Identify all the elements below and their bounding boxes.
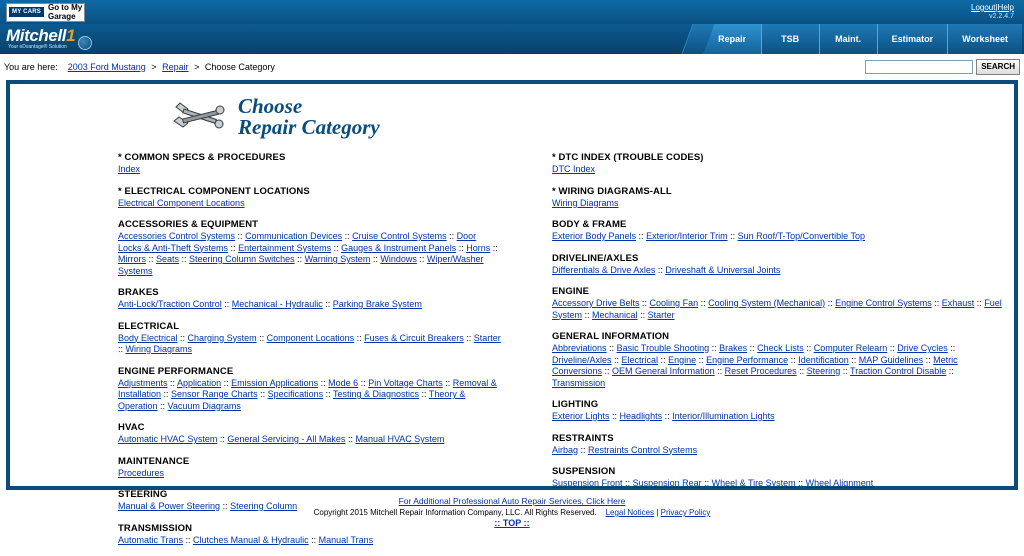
- brand-name-suffix: 1: [66, 25, 76, 45]
- category-link[interactable]: Mechanical: [592, 309, 638, 320]
- brand-badge-icon: [78, 36, 92, 50]
- category-group: [552, 331, 1004, 389]
- link-separator: ::: [727, 231, 738, 241]
- my-garage-label-line1: Go to My: [47, 3, 83, 12]
- category-group-heading: GENERAL INFORMATION: [552, 331, 670, 342]
- link-separator: ::: [622, 478, 633, 488]
- link-separator: ::: [221, 299, 232, 309]
- link-separator: ::: [974, 298, 985, 308]
- link-separator: ::: [931, 298, 942, 308]
- footer-separator: |: [656, 508, 659, 517]
- link-separator: ::: [456, 242, 467, 253]
- category-link[interactable]: Steering Column Switches: [189, 254, 295, 264]
- link-separator: ::: [923, 354, 934, 365]
- main-tabs: [687, 24, 1022, 54]
- category-link[interactable]: Cooling System (Mechanical): [708, 298, 826, 308]
- category-group-heading: ELECTRICAL: [118, 320, 180, 332]
- category-group-heading: BODY & FRAME: [552, 219, 627, 230]
- category-link[interactable]: Anti-Lock/Traction Control: [118, 299, 222, 309]
- category-group-heading: ENGINE PERFORMANCE: [118, 365, 234, 377]
- my-garage-label-line2: Garage: [47, 12, 76, 21]
- category-link[interactable]: Parking Brake System: [332, 299, 422, 309]
- category-link[interactable]: Drive Cycles: [897, 343, 948, 353]
- link-separator: ::: [183, 534, 194, 545]
- link-separator: ::: [442, 377, 453, 388]
- category-link[interactable]: Accessory Drive Belts: [552, 298, 640, 308]
- category-link[interactable]: Application: [177, 377, 222, 388]
- category-link[interactable]: Starter: [473, 332, 501, 343]
- category-link[interactable]: Manual Trans: [318, 534, 374, 545]
- category-link[interactable]: Mechanical - Hydraulic: [231, 299, 323, 309]
- link-separator: ::: [637, 309, 648, 320]
- category-link[interactable]: Procedures: [118, 467, 165, 478]
- link-separator: ::: [709, 343, 720, 353]
- link-separator: ::: [342, 231, 353, 241]
- category-group-heading: STEERING: [118, 489, 168, 500]
- category-link[interactable]: Pin Voltage Charts: [368, 377, 443, 388]
- wrench-icon: [170, 97, 232, 137]
- link-separator: ::: [419, 389, 429, 399]
- link-separator: ::: [161, 389, 172, 399]
- category-group-heading: * COMMON SPECS & PROCEDURES: [118, 152, 286, 163]
- link-separator: ::: [446, 231, 457, 241]
- category-link[interactable]: Horns: [466, 242, 491, 253]
- breadcrumb-vehicle-link[interactable]: 2003 Ford Mustang: [67, 61, 146, 72]
- category-group: [552, 433, 1004, 457]
- page-title-line1: Choose: [238, 94, 303, 118]
- tab-maint[interactable]: Maint.: [819, 24, 877, 54]
- category-column-right: [512, 152, 1014, 556]
- breadcrumb-prefix: You are here:: [4, 61, 58, 72]
- breadcrumb-section-link[interactable]: Repair: [162, 61, 189, 72]
- category-group: [552, 253, 1004, 277]
- category-link[interactable]: Seats: [156, 254, 180, 264]
- category-group-heading: TRANSMISSION: [118, 522, 193, 534]
- category-link[interactable]: Wheel & Tire System: [711, 478, 796, 488]
- category-link-list: [552, 411, 1004, 423]
- category-link[interactable]: Mirrors: [118, 254, 146, 264]
- category-link[interactable]: Starter: [647, 309, 675, 320]
- category-group-heading: HVAC: [118, 422, 145, 433]
- category-link[interactable]: Emission Applications: [231, 377, 319, 388]
- category-link[interactable]: Theory & Operation: [118, 389, 466, 411]
- category-link-list: [552, 198, 1004, 210]
- link-separator: ::: [701, 478, 712, 488]
- breadcrumb-row: [0, 54, 1024, 80]
- link-separator: ::: [177, 332, 188, 343]
- category-link[interactable]: Sensor Range Charts: [171, 389, 258, 399]
- search-button[interactable]: SEARCH: [976, 59, 1020, 75]
- category-link[interactable]: DTC Index: [552, 164, 596, 174]
- link-separator: ::: [840, 366, 851, 376]
- link-separator: ::: [662, 411, 673, 421]
- category-group-heading: * ELECTRICAL COMPONENT LOCATIONS: [118, 185, 310, 197]
- breadcrumb-separator-2: >: [194, 61, 200, 72]
- category-link[interactable]: Headlights: [619, 411, 663, 421]
- category-link[interactable]: Component Locations: [266, 332, 355, 343]
- category-link[interactable]: Fuses & Circuit Breakers: [364, 332, 464, 343]
- category-link[interactable]: Basic Trouble Shooting: [616, 343, 710, 353]
- link-separator: ::: [658, 354, 669, 365]
- link-separator: ::: [796, 366, 807, 376]
- category-group: [118, 287, 502, 311]
- category-link[interactable]: Mode 6: [328, 377, 359, 388]
- link-separator: ::: [848, 354, 859, 365]
- copyright-text: Copyright 2015 Mitchell Repair Information Company, LLC. All Rights Reserved.: [313, 508, 597, 517]
- category-group-heading: * WIRING DIAGRAMS-ALL: [552, 185, 672, 197]
- search-area: [865, 59, 1020, 75]
- category-link[interactable]: Engine Performance: [706, 354, 789, 365]
- category-group: [118, 489, 502, 513]
- page-title-line2: Repair Category: [238, 115, 380, 139]
- link-separator: ::: [639, 298, 650, 308]
- category-link[interactable]: Wiring Diagrams: [125, 344, 193, 354]
- category-group: [552, 152, 1004, 176]
- link-separator: ::: [228, 242, 239, 253]
- category-group-heading: RESTRAINTS: [552, 432, 614, 444]
- link-separator: ::: [609, 411, 620, 421]
- category-link[interactable]: Index: [118, 164, 141, 174]
- professional-services-link[interactable]: For Additional Professional Auto Repair Services, Click Here: [398, 496, 626, 506]
- topbar-divider: |: [995, 3, 998, 12]
- category-group: [552, 399, 1004, 423]
- my-garage-button[interactable]: [6, 3, 85, 22]
- link-separator: ::: [578, 444, 589, 455]
- link-separator: ::: [146, 254, 157, 264]
- top-right-links: [971, 3, 1018, 21]
- category-link[interactable]: Clutches Manual & Hydraulic: [193, 534, 309, 545]
- link-separator: ::: [179, 254, 190, 264]
- category-group: [118, 152, 502, 176]
- category-group-heading: * DTC INDEX (TROUBLE CODES): [552, 152, 704, 163]
- category-group-heading: MAINTENANCE: [118, 455, 190, 467]
- version-label: v2.2.4.7: [989, 13, 1014, 20]
- category-group-heading: DRIVELINE/AXLES: [552, 252, 639, 264]
- category-link-list: [552, 265, 1004, 277]
- legal-notices-link[interactable]: Legal Notices: [605, 508, 655, 517]
- category-link[interactable]: Manual & Power Steering: [118, 501, 221, 511]
- top-bar: [0, 0, 1024, 24]
- brand-name: [6, 27, 75, 44]
- link-separator: ::: [118, 344, 126, 354]
- link-separator: ::: [606, 343, 617, 353]
- link-separator: ::: [358, 377, 369, 388]
- link-separator: ::: [221, 377, 232, 388]
- category-link[interactable]: Engine: [668, 354, 697, 365]
- back-to-top-link[interactable]: :: TOP ::: [494, 518, 530, 528]
- link-separator: ::: [322, 299, 333, 309]
- category-link[interactable]: Sun Roof/T-Top/Convertible Top: [737, 231, 865, 241]
- category-link[interactable]: Steering Column: [230, 501, 298, 511]
- category-group: [118, 219, 502, 277]
- category-group: [118, 422, 502, 446]
- tab-repair[interactable]: Repair: [703, 24, 761, 54]
- category-group: [118, 523, 502, 547]
- category-link[interactable]: Accessories Control Systems: [118, 231, 236, 241]
- link-separator: ::: [696, 354, 707, 365]
- category-columns: [10, 144, 1014, 556]
- category-link[interactable]: Reset Procedures: [724, 366, 797, 376]
- category-group-heading: ENGINE: [552, 286, 590, 297]
- link-separator: ::: [602, 366, 613, 376]
- link-separator: ::: [256, 332, 267, 343]
- link-separator: ::: [354, 332, 365, 343]
- mycars-logo-text: MY CARS: [12, 9, 41, 15]
- category-link-list: [118, 333, 502, 356]
- category-link[interactable]: OEM General Information: [612, 366, 715, 376]
- category-link-list: [552, 231, 1004, 243]
- category-link-list: [118, 378, 502, 413]
- category-link[interactable]: Fuel System: [552, 298, 1002, 320]
- category-link[interactable]: Windows: [380, 254, 417, 264]
- category-link[interactable]: Restraints Control Systems: [588, 444, 698, 455]
- link-separator: ::: [655, 264, 666, 275]
- category-link-list: [118, 535, 502, 547]
- category-link-list: [118, 501, 502, 513]
- category-link[interactable]: Metric Conversions: [552, 354, 958, 376]
- category-group: [552, 219, 1004, 243]
- category-group: [118, 456, 502, 480]
- category-link[interactable]: Exterior Lights: [552, 411, 610, 421]
- link-separator: ::: [294, 254, 305, 264]
- category-column-left: [10, 152, 512, 556]
- link-separator: ::: [167, 377, 178, 388]
- link-separator: ::: [582, 309, 593, 320]
- category-link[interactable]: Warning System: [304, 254, 371, 264]
- category-link[interactable]: Wiring Diagrams: [552, 197, 619, 208]
- link-separator: ::: [747, 343, 758, 353]
- category-link[interactable]: Identification: [798, 354, 849, 365]
- category-link[interactable]: Suspension Front: [552, 478, 623, 488]
- category-link[interactable]: Communication Devices: [245, 231, 343, 241]
- link-separator: ::: [345, 434, 356, 444]
- category-group: [118, 366, 502, 413]
- category-link-list: [118, 231, 502, 277]
- mycars-logo: [9, 7, 44, 17]
- category-link[interactable]: Cooling Fan: [649, 298, 699, 308]
- category-link[interactable]: Interior/Illumination Lights: [672, 411, 775, 421]
- breadcrumb-separator-1: >: [151, 61, 157, 72]
- page-title: [10, 84, 1014, 144]
- category-link[interactable]: MAP Guidelines: [858, 354, 924, 365]
- link-separator: ::: [370, 254, 381, 264]
- breadcrumb-current: Choose Category: [204, 61, 275, 72]
- category-link-list: [552, 478, 1004, 490]
- search-input[interactable]: [865, 60, 973, 74]
- link-separator: ::: [714, 366, 725, 376]
- category-link[interactable]: Wiper/Washer Systems: [118, 254, 484, 276]
- link-separator: ::: [308, 534, 319, 545]
- link-separator: ::: [825, 298, 836, 308]
- category-link[interactable]: Computer Relearn: [813, 343, 888, 353]
- category-group: [552, 286, 1004, 321]
- link-separator: ::: [220, 501, 231, 511]
- category-link[interactable]: Specifications: [267, 389, 324, 399]
- link-separator: ::: [795, 478, 806, 488]
- category-link-list: [118, 468, 502, 480]
- category-link[interactable]: Charging System: [187, 332, 257, 343]
- category-link[interactable]: Suspension Rear: [632, 478, 702, 488]
- category-group: [552, 466, 1004, 490]
- category-link[interactable]: Steering: [806, 366, 841, 376]
- category-group-heading: LIGHTING: [552, 399, 599, 410]
- tab-estimator[interactable]: Estimator: [877, 24, 948, 54]
- link-separator: ::: [636, 231, 647, 241]
- link-separator: ::: [323, 389, 333, 399]
- nav-bar: [0, 24, 1024, 54]
- link-separator: ::: [803, 343, 814, 353]
- category-link[interactable]: Driveshaft & Universal Joints: [665, 264, 781, 275]
- category-link-list: [118, 434, 502, 446]
- category-link[interactable]: Traction Control Disable: [850, 366, 947, 376]
- category-group-heading: ACCESSORIES & EQUIPMENT: [118, 219, 259, 230]
- category-link[interactable]: Gauges & Instrument Panels: [341, 242, 457, 253]
- breadcrumb: [4, 62, 275, 72]
- category-link[interactable]: Removal & Installation: [118, 377, 497, 399]
- link-separator: ::: [157, 400, 168, 411]
- category-link-list: [552, 445, 1004, 457]
- category-link[interactable]: Testing & Diagnostics: [332, 389, 420, 399]
- link-separator: ::: [611, 354, 622, 365]
- category-group: [118, 321, 502, 356]
- category-link[interactable]: Vacuum Diagrams: [167, 400, 241, 411]
- category-link[interactable]: General Servicing - All Makes: [227, 434, 346, 444]
- category-link-list: [552, 164, 1004, 176]
- category-link[interactable]: Driveline/Axles: [552, 354, 612, 365]
- page-title-text: [238, 96, 380, 138]
- category-link[interactable]: Exterior Body Panels: [552, 231, 637, 241]
- category-link-list: [118, 164, 502, 176]
- category-link[interactable]: Transmission: [552, 377, 606, 388]
- category-group: [118, 186, 502, 210]
- link-separator: ::: [946, 366, 954, 376]
- category-link[interactable]: Abbreviations: [552, 343, 607, 353]
- link-separator: ::: [490, 242, 498, 253]
- tab-worksheet[interactable]: Worksheet: [947, 24, 1022, 54]
- category-group-heading: BRAKES: [118, 287, 159, 298]
- category-group-heading: SUSPENSION: [552, 466, 616, 477]
- link-separator: ::: [788, 354, 799, 365]
- category-link[interactable]: Manual HVAC System: [355, 434, 445, 444]
- category-link[interactable]: Door Locks & Anti-Theft Systems: [118, 231, 477, 253]
- category-link[interactable]: Engine Control Systems: [835, 298, 932, 308]
- logout-link[interactable]: Logout: [971, 3, 996, 12]
- link-separator: ::: [235, 231, 246, 241]
- category-link[interactable]: Brakes: [719, 343, 748, 353]
- link-separator: ::: [698, 298, 709, 308]
- category-link[interactable]: Cruise Control Systems: [352, 231, 447, 241]
- tab-tsb[interactable]: TSB: [761, 24, 819, 54]
- link-separator: ::: [331, 242, 342, 253]
- category-link[interactable]: Electrical: [621, 354, 659, 365]
- category-link[interactable]: Check Lists: [757, 343, 804, 353]
- category-link-list: [118, 299, 502, 311]
- link-separator: ::: [887, 343, 898, 353]
- category-link[interactable]: Wheel Alignment: [805, 478, 874, 488]
- link-separator: ::: [947, 343, 956, 353]
- brand-name-text: Mitchell: [6, 25, 67, 45]
- help-link[interactable]: Help: [997, 3, 1014, 12]
- category-link-list: [118, 198, 502, 210]
- link-separator: ::: [463, 332, 474, 343]
- link-separator: ::: [217, 434, 228, 444]
- link-separator: ::: [318, 377, 329, 388]
- category-link[interactable]: Electrical Component Locations: [118, 197, 245, 208]
- mitchell1-logo: [0, 27, 92, 51]
- category-link[interactable]: Automatic Trans: [118, 534, 184, 545]
- category-link[interactable]: Differentials & Drive Axles: [552, 264, 656, 275]
- brand-tagline: Your eDvantage® Solution: [8, 43, 67, 50]
- category-link[interactable]: Automatic HVAC System: [118, 434, 218, 444]
- category-link[interactable]: Adjustments: [118, 377, 168, 388]
- link-separator: ::: [416, 254, 427, 264]
- category-link[interactable]: Entertainment Systems: [238, 242, 332, 253]
- privacy-policy-link[interactable]: Privacy Policy: [660, 508, 711, 517]
- link-separator: ::: [257, 389, 268, 399]
- category-link[interactable]: Airbag: [552, 444, 579, 455]
- category-group: [552, 186, 1004, 210]
- category-link[interactable]: Body Electrical: [118, 332, 178, 343]
- category-link[interactable]: Exhaust: [941, 298, 975, 308]
- category-link-list: [552, 298, 1004, 321]
- my-garage-label: [44, 3, 82, 21]
- category-link[interactable]: Exterior/Interior Trim: [646, 231, 728, 241]
- category-link-list: [552, 343, 1004, 389]
